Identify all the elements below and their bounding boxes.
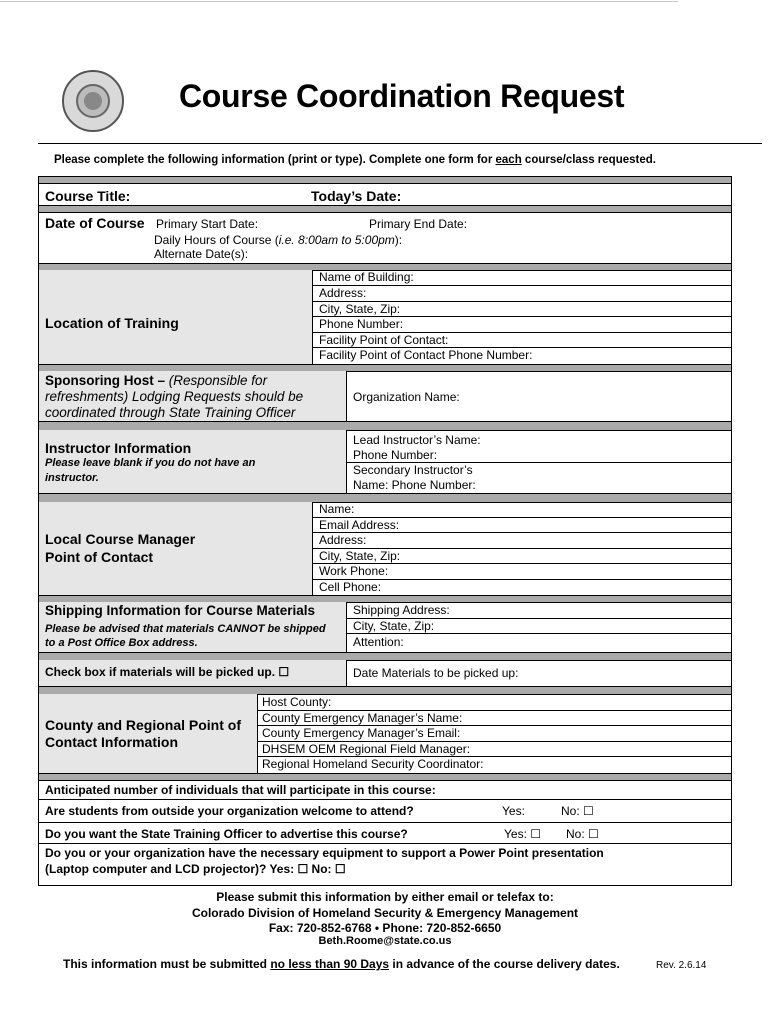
manager-city-state-zip-field[interactable]: City, State, Zip: [319,549,401,563]
outside-students-yes[interactable]: Yes: [502,804,525,818]
manager-address-field[interactable]: Address: [319,533,367,547]
row-line [39,799,731,800]
deadline-text: in advance of the course delivery dates. [389,957,620,971]
request-form [38,176,732,886]
cell-divider [257,694,258,773]
manager-cell-phone-field[interactable]: Cell Phone: [319,580,382,594]
seal-emblem [76,84,110,118]
seal-core [84,92,102,110]
lead-instructor-name-field[interactable]: Lead Instructor’s Name: [353,433,481,447]
advertise-yes-checkbox[interactable]: Yes: ☐ [504,827,542,841]
point-of-contact-label: Point of Contact [45,549,154,565]
equipment-question: Do you or your organization have the necessary equipment to support a Power Point presentation [45,846,604,860]
outside-students-no-checkbox[interactable]: No: ☐ [561,804,594,818]
cell-divider [346,660,347,686]
shipping-information-label: Shipping Information for Course Materials [45,603,316,618]
daily-hours-label-end: ): [394,233,403,247]
city-state-zip-field[interactable]: City, State, Zip: [319,302,401,316]
course-title-label: Course Title: [45,188,131,204]
section-divider [39,176,731,184]
organization-name-field[interactable]: Organization Name: [353,390,460,404]
outside-students-question: Are students from outside your organization welcome to attend? [45,804,414,818]
instructions-part: Please complete the following information (print or type). Complete one form for [54,154,496,166]
sponsoring-host-title: Sponsoring Host – [45,373,169,388]
deadline-notice [63,957,620,971]
row-line [39,843,731,844]
instructor-information-label: Instructor Information [45,440,192,456]
anticipated-participants-question[interactable]: Anticipated number of individuals that will participate in this course: [45,783,436,797]
row-line [39,822,731,823]
primary-end-date-field[interactable]: Primary End Date: [369,217,468,231]
submit-instructions: Please submit this information by either email or telefax to: [216,890,554,904]
shipping-attention-field[interactable]: Attention: [353,635,404,649]
host-county-field[interactable]: Host County: [262,695,332,709]
shipping-address-field[interactable]: Shipping Address: [353,603,450,617]
cell-divider [346,602,347,652]
daily-hours-field[interactable] [154,233,402,247]
address-field[interactable]: Address: [319,286,367,300]
lead-instructor-phone-field[interactable]: Phone Number: [353,448,438,462]
daily-hours-label: Daily Hours of Course ( [154,233,279,247]
shipping-note: to a Post Office Box address. [45,637,198,649]
shipping-note: Please be advised that materials CANNOT be shipped [45,623,326,635]
deadline-emphasis: no less than 90 Days [270,957,390,971]
top-rule [0,1,678,2]
sponsoring-host-note: (Responsible for [168,373,268,388]
local-course-manager-label: Local Course Manager [45,531,196,547]
row-line [346,633,731,634]
advertise-question: Do you want the State Training Officer to advertise this course? [45,827,408,841]
equipment-checkboxes[interactable]: (Laptop computer and LCD projector)? Yes: ☐ No: ☐ [45,862,346,876]
manager-name-field[interactable]: Name: [319,502,355,516]
county-manager-email-field[interactable]: County Emergency Manager’s Email: [262,726,461,740]
section-divider [39,205,731,213]
regional-security-coordinator-field[interactable]: Regional Homeland Security Coordinator: [262,757,484,771]
secondary-instructor-field[interactable]: Secondary Instructor’s [353,463,473,477]
location-of-training-label: Location of Training [45,315,179,331]
pickup-checkbox[interactable]: Check box if materials will be picked up. ☐ [45,665,290,679]
division-name: Colorado Division of Homeland Security & Emergency Management [191,906,579,920]
sponsoring-host-note: refreshments) Lodging Requests should be [45,389,304,404]
manager-work-phone-field[interactable]: Work Phone: [319,564,389,578]
instructions-part: course/class requested. [521,154,656,166]
cell-divider [346,371,347,421]
shipping-city-state-zip-field[interactable]: City, State, Zip: [353,619,435,633]
pickup-date-field[interactable]: Date Materials to be picked up: [353,666,519,680]
instructions [54,154,656,166]
daily-hours-example: i.e. 8:00am to 5:00pm [278,233,395,247]
regional-field-manager-field[interactable]: DHSEM OEM Regional Field Manager: [262,742,471,756]
primary-start-date-field[interactable]: Primary Start Date: [156,217,259,231]
title-divider [38,143,762,144]
county-manager-name-field[interactable]: County Emergency Manager’s Name: [262,711,463,725]
instructor-note: Please leave blank if you do not have an [45,457,256,469]
contact-email[interactable]: Beth.Roome@state.co.us [318,935,452,947]
instructor-note: instructor. [45,472,99,484]
row-line [312,285,731,286]
fax-phone: Fax: 720-852-6768 • Phone: 720-852-6650 [268,921,502,935]
date-of-course-label: Date of Course [45,215,145,231]
advertise-no-checkbox[interactable]: No: ☐ [566,827,599,841]
section-divider [39,773,731,781]
sponsoring-host-label [45,373,267,388]
instructions-emphasis: each [495,154,522,166]
manager-email-field[interactable]: Email Address: [319,518,400,532]
homeland-security-seal-logo [62,70,124,132]
county-regional-label: County and Regional Point of [45,717,241,733]
todays-date-label: Today’s Date: [311,188,402,204]
phone-number-field[interactable]: Phone Number: [319,317,404,331]
sponsoring-host-note: coordinated through State Training Officer [45,405,296,420]
page-title: Course Coordination Request [179,78,625,114]
deadline-text: This information must be submitted [63,957,271,971]
secondary-instructor-name-phone-field[interactable]: Name: Phone Number: [353,478,476,492]
facility-contact-phone-field[interactable]: Facility Point of Contact Phone Number: [319,348,533,362]
facility-contact-field[interactable]: Facility Point of Contact: [319,333,449,347]
building-name-field[interactable]: Name of Building: [319,270,414,284]
contact-information-label: Contact Information [45,734,178,750]
row-line [312,532,731,533]
alternate-dates-field[interactable]: Alternate Date(s): [154,247,249,261]
revision-label: Rev. 2.6.14 [656,960,707,971]
